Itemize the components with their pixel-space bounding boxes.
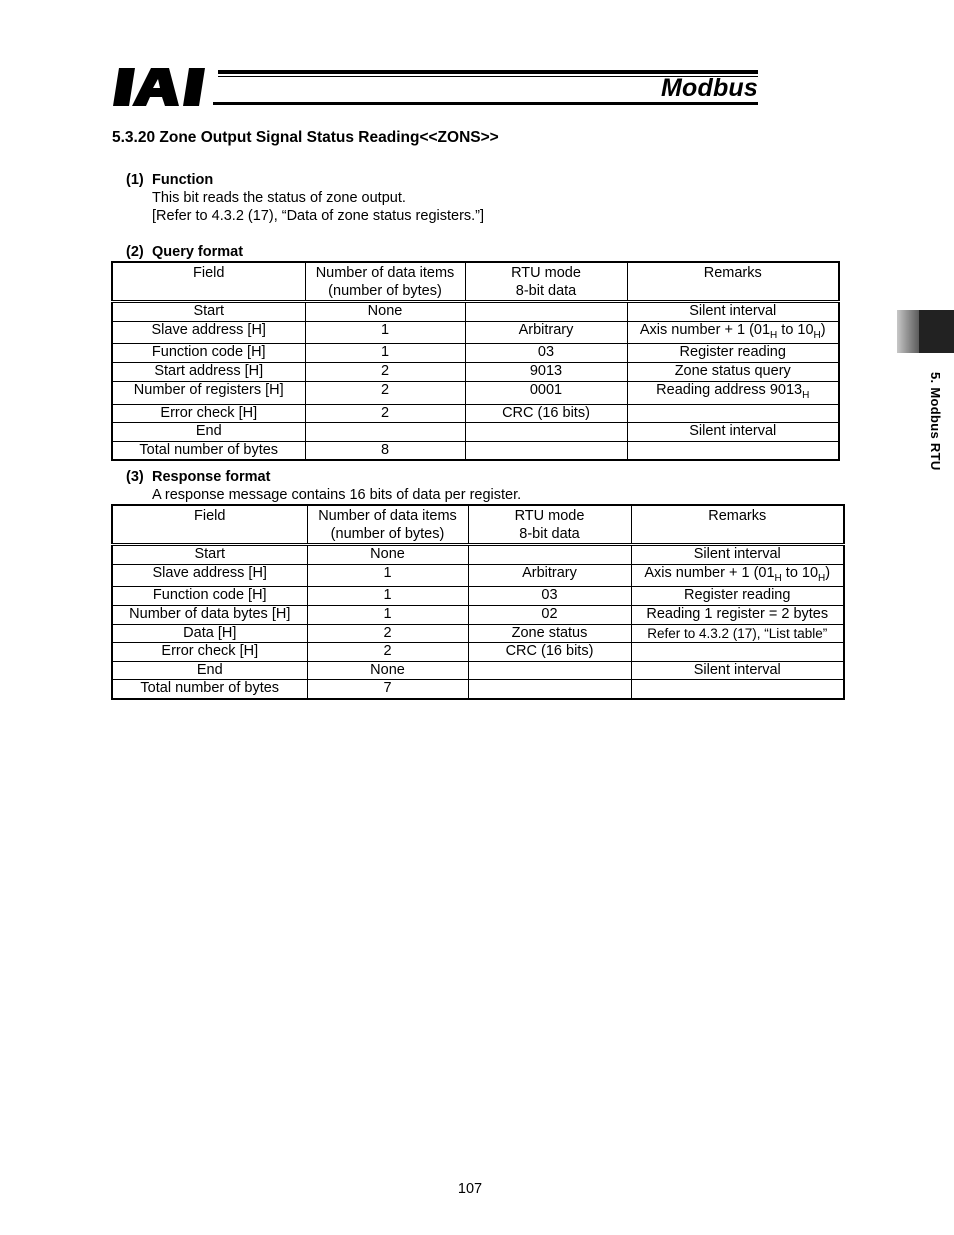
header-cell (307, 505, 468, 545)
cell-remarks: Zone status query (627, 363, 839, 382)
function-heading (126, 172, 213, 188)
table-row (112, 321, 839, 344)
section-title: 5.3.20 Zone Output Signal Status Reading<<ZONS>> (112, 129, 499, 146)
cell-items: 8 (305, 441, 465, 460)
remarks-text: ) (825, 564, 831, 581)
cell-field: Total number of bytes (112, 680, 307, 699)
query-format-table (111, 261, 840, 461)
cell-field: Function code [H] (112, 587, 307, 606)
table-row (112, 606, 844, 625)
cell-rtu: Zone status (468, 624, 631, 643)
response-format-table (111, 504, 845, 700)
table-row (112, 643, 844, 662)
cell-rtu (465, 302, 627, 322)
header-cell-line: Number of data items (318, 508, 457, 524)
remarks-text: ) (820, 321, 826, 338)
hex-subscript: H (818, 572, 826, 584)
table-row (112, 363, 839, 382)
function-line-1: This bit reads the status of zone output. (152, 190, 406, 206)
cell-rtu: 0001 (465, 381, 627, 404)
hex-subscript: H (770, 329, 778, 341)
cell-rtu: CRC (16 bits) (468, 643, 631, 662)
function-number: (1) (126, 172, 144, 188)
cell-remarks: Register reading (631, 587, 844, 606)
cell-field: Slave address [H] (112, 564, 307, 587)
cell-field: End (112, 661, 307, 680)
cell-rtu: 9013 (465, 363, 627, 382)
cell-remarks (627, 381, 839, 404)
header-cell (112, 505, 307, 545)
cell-rtu: 03 (465, 344, 627, 363)
cell-remarks: Silent interval (627, 423, 839, 442)
header-cell (468, 505, 631, 545)
cell-items: 2 (305, 381, 465, 404)
remarks-text: to 10 (781, 564, 819, 581)
cell-items: 2 (305, 363, 465, 382)
response-heading (126, 469, 270, 485)
table-row (112, 441, 839, 460)
cell-rtu (465, 423, 627, 442)
cell-field: Error check [H] (112, 404, 305, 423)
cell-field: Number of registers [H] (112, 381, 305, 404)
cell-field: End (112, 423, 305, 442)
table-header-row (112, 262, 839, 302)
cell-rtu: 02 (468, 606, 631, 625)
cell-remarks (627, 321, 839, 344)
cell-remarks: Refer to 4.3.2 (17), “List table” (631, 624, 844, 643)
cell-remarks (631, 564, 844, 587)
header-cell (112, 262, 305, 302)
cell-rtu: 03 (468, 587, 631, 606)
cell-field: Data [H] (112, 624, 307, 643)
cell-field: Start address [H] (112, 363, 305, 382)
iai-logo (113, 68, 213, 106)
header-cell-line: Remarks (703, 265, 762, 281)
table-row (112, 661, 844, 680)
cell-field: Number of data bytes [H] (112, 606, 307, 625)
response-title: Response format (152, 469, 271, 485)
table-row (112, 680, 844, 699)
table-row (112, 344, 839, 363)
cell-items: None (307, 661, 468, 680)
table-row (112, 624, 844, 643)
header-cell-line: Remarks (708, 508, 767, 524)
table-row (112, 587, 844, 606)
cell-remarks (631, 643, 844, 662)
remarks-text: to 10 (777, 321, 814, 338)
cell-remarks: Silent interval (631, 661, 844, 680)
cell-field: Slave address [H] (112, 321, 305, 344)
query-number: (2) (126, 244, 144, 260)
hex-subscript: H (774, 572, 782, 584)
cell-items: 2 (307, 624, 468, 643)
response-number: (3) (126, 469, 144, 485)
hex-subscript: H (813, 329, 821, 341)
query-heading (126, 244, 243, 260)
cell-remarks: Register reading (627, 344, 839, 363)
cell-items: 1 (307, 606, 468, 625)
cell-rtu: Arbitrary (468, 564, 631, 587)
cell-items: 1 (307, 564, 468, 587)
cell-remarks (631, 680, 844, 699)
cell-items: None (305, 302, 465, 322)
table-row (112, 302, 839, 322)
cell-field: Start (112, 302, 305, 322)
header-cell-line: RTU mode (514, 508, 585, 524)
cell-items: 2 (305, 404, 465, 423)
header-cell (465, 262, 627, 302)
side-tab-marker (919, 310, 954, 353)
cell-rtu (468, 661, 631, 680)
cell-field: Start (112, 545, 307, 565)
cell-remarks: Reading 1 register = 2 bytes (631, 606, 844, 625)
cell-items: 1 (305, 321, 465, 344)
header-cell (631, 505, 844, 545)
header-cell-line: 8-bit data (519, 526, 580, 542)
header-cell (627, 262, 839, 302)
header-cell-line: Field (193, 265, 225, 281)
table-row (112, 564, 844, 587)
query-title: Query format (152, 244, 244, 260)
header-cell-line: Number of data items (315, 265, 455, 281)
table-row (112, 381, 839, 404)
cell-items: 7 (307, 680, 468, 699)
header-title: Modbus (660, 74, 758, 102)
cell-rtu (468, 680, 631, 699)
table-row (112, 423, 839, 442)
header-cell-line: (number of bytes) (328, 283, 442, 299)
cell-items: 1 (305, 344, 465, 363)
header-cell-line: Field (194, 508, 226, 524)
table-header-row (112, 505, 844, 545)
table-row (112, 545, 844, 565)
cell-field: Total number of bytes (112, 441, 305, 460)
cell-rtu (468, 545, 631, 565)
header-cell-line: RTU mode (511, 265, 581, 281)
cell-rtu (465, 441, 627, 460)
remarks-text: Reading address 9013 (656, 381, 803, 398)
response-description: A response message contains 16 bits of data per register. (152, 487, 522, 503)
header-cell-line: 8-bit data (515, 283, 577, 299)
cell-remarks (627, 441, 839, 460)
function-title: Function (152, 172, 214, 188)
cell-field: Error check [H] (112, 643, 307, 662)
hex-subscript: H (802, 389, 810, 401)
side-tab-shade (897, 310, 919, 353)
function-line-2: [Refer to 4.3.2 (17), “Data of zone status registers.”] (152, 208, 485, 224)
remarks-text: Axis number + 1 (01 (644, 564, 775, 581)
cell-rtu: Arbitrary (465, 321, 627, 344)
header-cell-line: (number of bytes) (330, 526, 445, 542)
cell-items: 2 (307, 643, 468, 662)
cell-items (305, 423, 465, 442)
cell-remarks: Silent interval (631, 545, 844, 565)
cell-field: Function code [H] (112, 344, 305, 363)
cell-remarks (627, 404, 839, 423)
page-number: 107 (457, 1181, 483, 1197)
table-row (112, 404, 839, 423)
cell-items: 1 (307, 587, 468, 606)
header-cell (305, 262, 465, 302)
cell-rtu: CRC (16 bits) (465, 404, 627, 423)
side-tab-label: 5. Modbus RTU (928, 372, 943, 471)
remarks-text: Axis number + 1 (01 (639, 321, 771, 338)
cell-remarks: Silent interval (627, 302, 839, 322)
cell-items: None (307, 545, 468, 565)
